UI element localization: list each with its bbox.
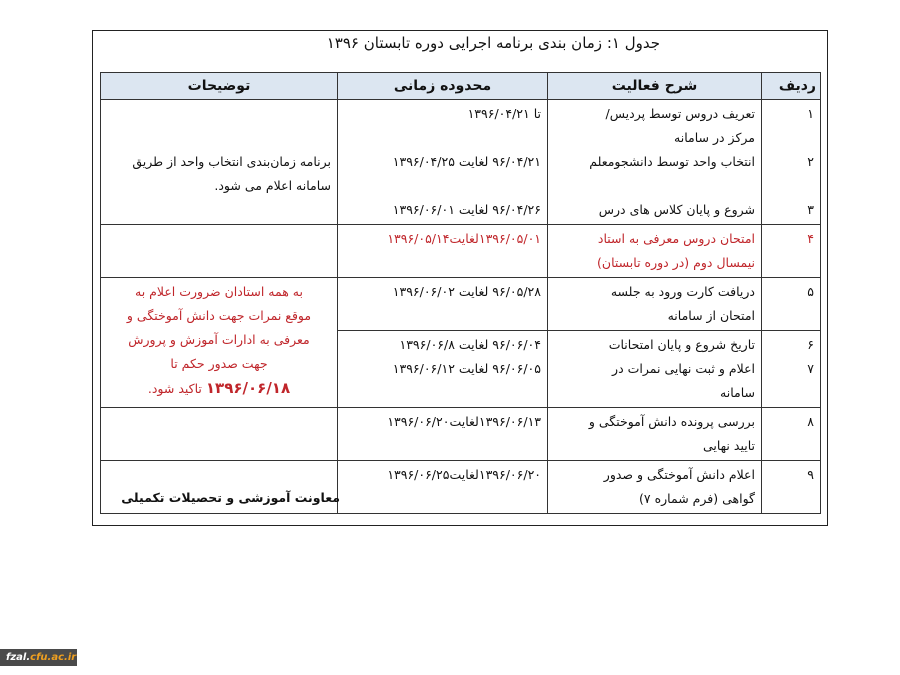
date-cell: ۹۶/۰۵/۲۸ لغایت ۱۳۹۶/۰۶/۰۲ — [338, 278, 548, 331]
notes-cell: برنامه زمان‌بندی انتخاب واحد از طریق سامانه اعلام می شود. — [101, 100, 338, 225]
table-row-highlighted — [101, 225, 821, 278]
schedule-table — [100, 72, 821, 514]
notes-cell-empty — [101, 225, 338, 278]
header-radif: ردیف — [762, 73, 821, 100]
date-cell: ۱۳۹۶/۰۵/۰۱لغایت۱۳۹۶/۰۵/۱۴ — [338, 225, 548, 278]
radif-cell: ۹ — [762, 461, 821, 514]
table-row — [101, 278, 821, 331]
header-activity: شرح فعالیت — [548, 73, 762, 100]
radif-cell: ۶ ۷ — [762, 331, 821, 408]
notes-cell-empty — [101, 461, 338, 514]
activity-cell: تاریخ شروع و پایان امتحانات اعلام و ثبت نهایی نمرات در سامانه — [548, 331, 762, 408]
radif-cell: ۵ — [762, 278, 821, 331]
table-header-row — [101, 73, 821, 100]
site-logo-link[interactable]: fzal.cfu.ac.ir — [0, 649, 77, 666]
date-cell: ۱۳۹۶/۰۶/۲۰لغایت۱۳۹۶/۰۶/۲۵ — [338, 461, 548, 514]
activity-cell: تعریف دروس توسط پردیس/ مرکز در سامانه انتخاب واحد توسط دانشجومعلم شروع و پایان کلاس های درس — [548, 100, 762, 225]
activity-cell: اعلام دانش آموختگی و صدور گواهی (فرم شماره ۷) — [548, 461, 762, 514]
radif-cell: ۴ — [762, 225, 821, 278]
header-date-range: محدوده زمانی — [338, 73, 548, 100]
activity-cell: امتحان دروس معرفی به استاد نیمسال دوم (در دوره تابستان) — [548, 225, 762, 278]
date-cell: تا ۱۳۹۶/۰۴/۲۱ ۹۶/۰۴/۲۱ لغایت ۱۳۹۶/۰۴/۲۵ ۹۶/۰۴/۲۶ لغایت ۱۳۹۶/۰۶/۰۱ — [338, 100, 548, 225]
table-row — [101, 408, 821, 461]
radif-cell: ۱ ۲ ۳ — [762, 100, 821, 225]
notes-cell-empty — [101, 408, 338, 461]
activity-cell: دریافت کارت ورود به جلسه امتحان از سامانه — [548, 278, 762, 331]
deadline-date: ۱۳۹۶/۰۶/۱۸ — [205, 379, 291, 397]
table-row — [101, 100, 821, 225]
radif-cell: ۸ — [762, 408, 821, 461]
table-title: جدول ۱: زمان بندی برنامه اجرایی دوره تابستان ۱۳۹۶ — [326, 34, 660, 52]
table-row — [101, 461, 821, 514]
date-cell: ۹۶/۰۶/۰۴ لغایت ۱۳۹۶/۰۶/۸ ۹۶/۰۶/۰۵ لغایت ۱۳۹۶/۰۶/۱۲ — [338, 331, 548, 408]
footer-signature: معاونت آموزشی و تحصیلات تکمیلی — [121, 490, 340, 505]
header-notes: توضیحات — [101, 73, 338, 100]
notes-cell-grades-deadline: به همه استادان ضرورت اعلام به موقع نمرات جهت دانش آموختگی و معرفی به ادارات آموزش و پرورش جهت صدور حکم تا ۱۳۹۶/۰۶/۱۸ تاکید شود. — [101, 278, 338, 408]
activity-cell: بررسی پرونده دانش آموختگی و تایید نهایی — [548, 408, 762, 461]
date-cell: ۱۳۹۶/۰۶/۱۳لغایت۱۳۹۶/۰۶/۲۰ — [338, 408, 548, 461]
